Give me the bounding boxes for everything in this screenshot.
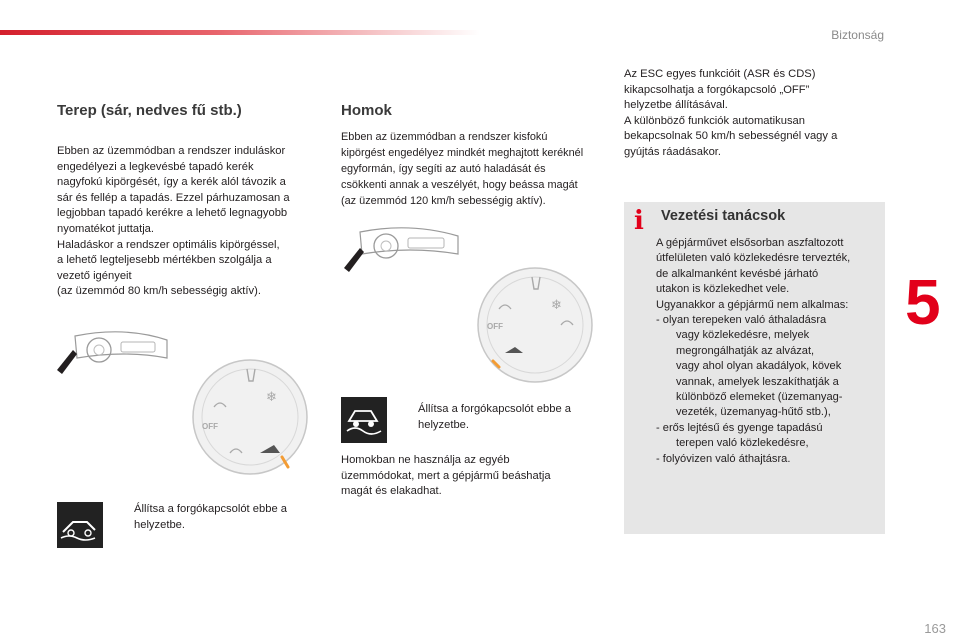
tip-line: vagy közlekedésre, melyek: [676, 329, 810, 342]
terrain-description: Ebben az üzemmódban a rendszer induláskor engedélyezi a legkevésbé tapadó kerék nagyfokú kipörgését, így a kerék alól távozik a sár és fellép a tapadás. Ezzel párhuzamosan a legjobban tapadó kerékre a lehető legnagyobb nyomatékot juttatja. Haladáskor a rendszer optimális kipörgéssel, a lehető legteljesebb mértékben szolgálja a vezető igényeit (az üzemmód 80 km/h sebességig aktív).: [57, 145, 290, 298]
sand-description: Ebben az üzemmódban a rendszer kisfokú kipörgést engedélyez mindkét meghajtott keréknél egyformán, így segíti az autó haladását és csökkenti annak a veszélyét, hogy beássa magát (az üzemmód 120 km/h sebességig aktív).: [341, 131, 584, 207]
page-number: 163: [924, 621, 946, 636]
mud-terrain-icon: [57, 502, 103, 548]
driving-tips-box: [624, 202, 885, 534]
esc-off-description: Az ESC egyes funkcióit (ASR és CDS) kikapcsolhatja a forgókapcsoló „OFF” helyzetbe állításával. A különböző funkciók automatikusan bekapcsolnak 50 km/h sebességnél vagy a gyújtás ráadásakor.: [624, 68, 838, 158]
selector-dial: [475, 265, 595, 385]
tip-line: de alkalmanként kevésbé járható: [656, 267, 819, 280]
sand-icon: [341, 397, 387, 443]
chapter-number: 5: [905, 266, 941, 338]
tip-line: vannak, amelyek leszakíthatják a: [676, 375, 839, 388]
terrain-heading: Terep (sár, nedves fű stb.): [57, 102, 242, 119]
tip-line: - erős lejtésű és gyenge tapadású: [656, 421, 880, 436]
selector-dial: [190, 357, 310, 477]
tip-line: Ugyanakkor a gépjármű nem alkalmas:: [656, 298, 849, 311]
tip-line: terepen való közlekedésre,: [676, 437, 809, 450]
tip-line: - folyóvizen való áthajtásra.: [656, 452, 880, 467]
tip-line: útfelületen való közlekedésre tervezték,: [656, 252, 851, 265]
sand-instruction: Állítsa a forgókapcsolót ebbe a helyzetbe.: [418, 403, 571, 431]
tip-line: vagy ahol olyan akadályok, kövek: [676, 360, 842, 373]
tip-text: [656, 236, 880, 467]
tip-line: vezeték, üzemanyag-hűtő stb.),: [676, 406, 831, 419]
tip-title: Vezetési tanácsok: [661, 208, 786, 224]
dashboard-illustration: [55, 328, 175, 378]
section-title: Biztonság: [831, 28, 884, 42]
tip-line: utakon is közlekedhet vele.: [656, 283, 790, 296]
sand-heading: Homok: [341, 102, 392, 119]
sand-warning: Homokban ne használja az egyéb üzemmódokat, mert a gépjármű beáshatja magát és elakadhat.: [341, 454, 551, 498]
tip-line: - olyan terepeken való áthaladásra: [656, 313, 880, 328]
terrain-instruction: Állítsa a forgókapcsolót ebbe a helyzetbe.: [134, 503, 287, 531]
tip-line: különböző elemeket (üzemanyag-: [676, 391, 843, 404]
tip-line: A gépjárművet elsősorban aszfaltozott: [656, 237, 844, 249]
svg-text:❄: ❄: [551, 298, 562, 313]
dashboard-illustration: [340, 224, 465, 276]
svg-text:❄: ❄: [266, 390, 277, 405]
tip-line: megrongálhatják az alvázat,: [676, 344, 815, 357]
info-icon: i: [634, 206, 644, 236]
header-accent-bar: [0, 30, 480, 35]
dial-off-label: OFF: [202, 422, 218, 431]
dial-off-label: OFF: [487, 322, 503, 331]
